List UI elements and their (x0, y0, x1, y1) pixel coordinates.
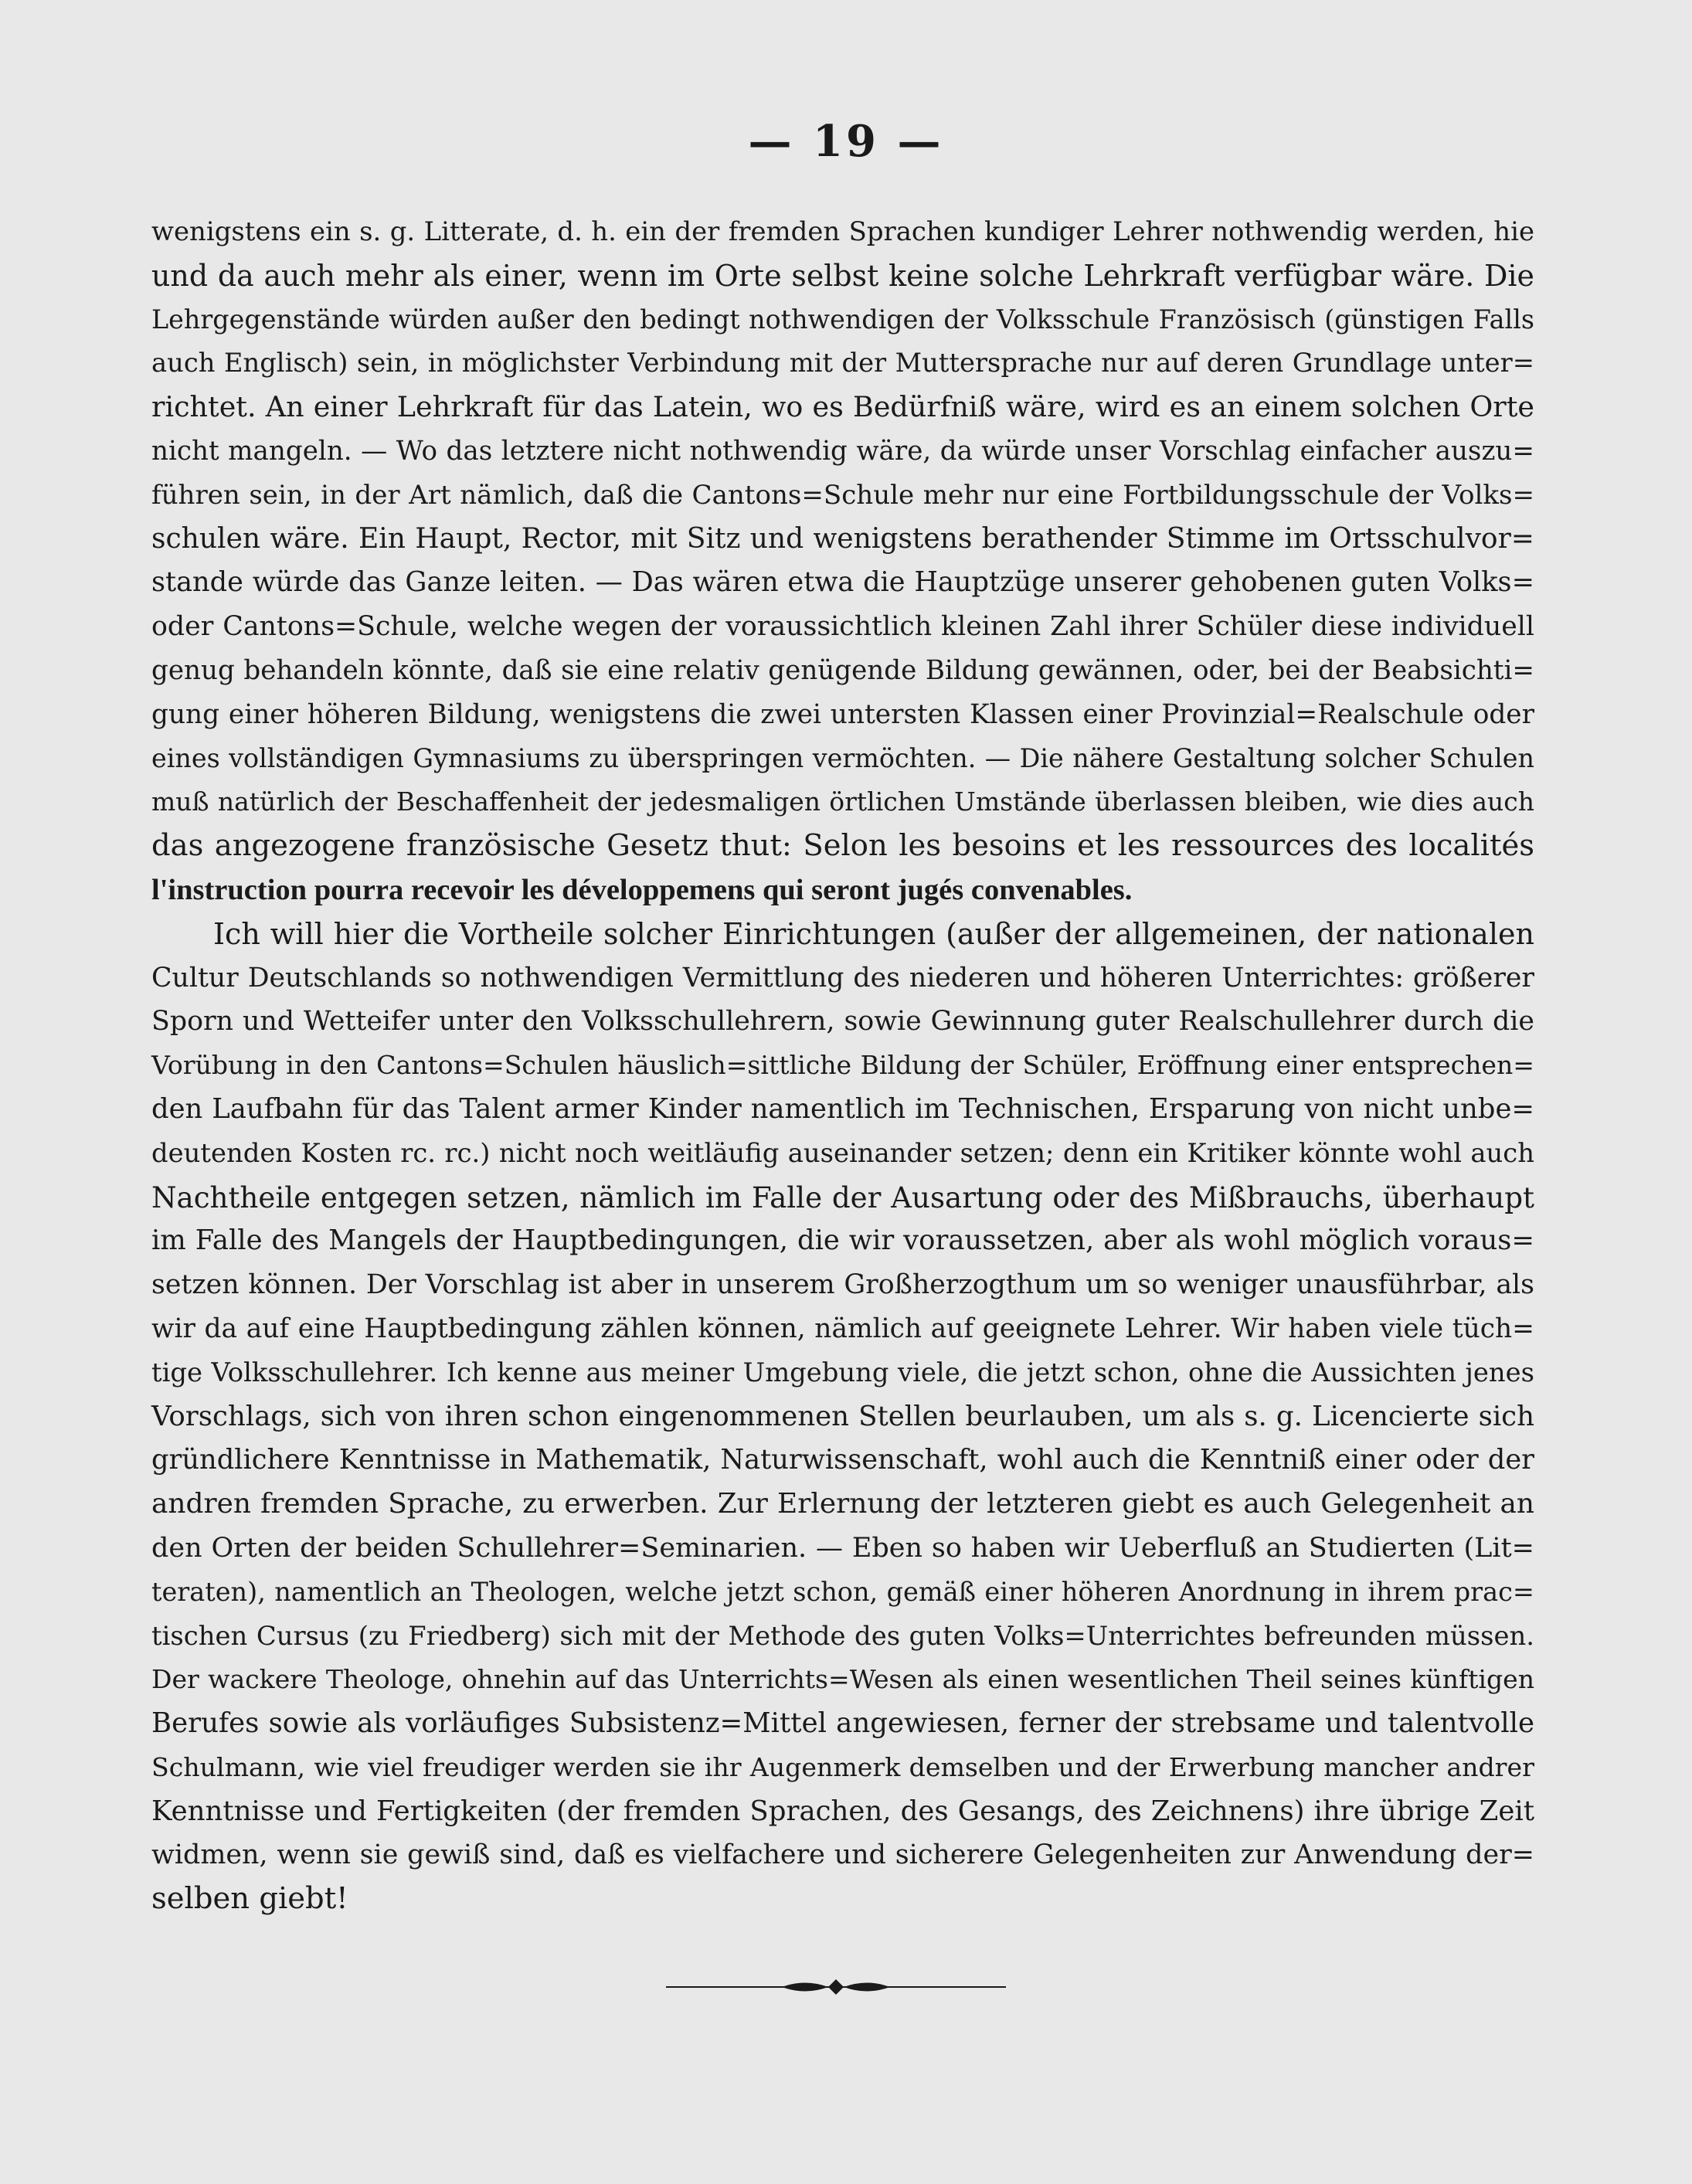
paragraph-2 (151, 912, 1534, 1921)
text-line: stande würde das Ganze leiten. — Das wären etwa die Hauptzüge unserer gehobenen guten Volks= (151, 566, 1534, 599)
text-line: Kenntnisse und Fertigkeiten (der fremden Sprachen, des Gesangs, des Zeichnens) ihre übrige Zeit (151, 1795, 1534, 1827)
text-line: Nachtheile entgegen setzen, nämlich im Falle der Ausartung oder des Mißbrauchs, überhaupt (151, 1180, 1534, 1214)
text-line: oder Cantons=Schule, welche wegen der voraussichtlich kleinen Zahl ihrer Schüler diese individuell (151, 611, 1534, 643)
text-line: führen sein, in der Art nämlich, daß die Cantons=Schule mehr nur eine Fortbildungsschule der Volks= (151, 479, 1534, 511)
text-line: richtet. An einer Lehrkraft für das Latein, wo es Bedürfniß wäre, wird es an einem solchen Orte (151, 390, 1534, 424)
text-line: setzen können. Der Vorschlag ist aber in unserem Großherzogthum um so weniger unausführbar, als (151, 1269, 1534, 1301)
paragraph-1 (151, 210, 1534, 912)
body-text (151, 210, 1534, 1921)
text-line: widmen, wenn sie gewiß sind, daß es vielfachere und sicherere Gelegenheiten zur Anwendung der= (151, 1839, 1534, 1871)
text-line: Lehrgegenstände würden außer den bedingt nothwendigen der Volksschule Französisch (günstigen Falls (151, 304, 1534, 335)
text-line: Vorübung in den Cantons=Schulen häuslich=sittliche Bildung der Schüler, Eröffnung einer entsprechen= (151, 1050, 1534, 1081)
text-line: gung einer höheren Bildung, wenigstens die zwei untersten Klassen einer Provinzial=Realschule oder (151, 698, 1534, 730)
text-line: das angezogene französische Gesetz thut: Selon les besoins et les ressources des localités (151, 828, 1534, 864)
text-line: tige Volksschullehrer. Ich kenne aus meiner Umgebung viele, die jetzt schon, ohne die Aussichten jenes (151, 1357, 1534, 1388)
text-line: nicht mangeln. — Wo das letztere nicht nothwendig wäre, da würde unser Vorschlag einfacher auszu= (151, 435, 1534, 467)
text-line: auch Englisch) sein, in möglichster Verbindung mit der Muttersprache nur auf deren Grundlage unter= (151, 348, 1534, 379)
text-line: wenigstens ein s. g. Litterate, d. h. ein der fremden Sprachen kundiger Lehrer nothwendig werden, hie (151, 216, 1534, 246)
text-line: tischen Cursus (zu Friedberg) sich mit der Methode des guten Volks=Unterrichtes befreunden müssen. (151, 1620, 1534, 1651)
text-line: muß natürlich der Beschaffenheit der jedesmaligen örtlichen Umstände überlassen bleiben, wie dies auch (151, 786, 1534, 817)
text-line: schulen wäre. Ein Haupt, Rector, mit Sitz und wenigstens berathender Stimme im Ortsschulvor= (151, 522, 1534, 555)
text-line: selben giebt! (151, 1881, 348, 1917)
text-line: Berufes sowie als vorläufiges Subsistenz=Mittel angewiesen, ferner der strebsame und talentvolle (151, 1707, 1534, 1740)
ornament-diamond (828, 1979, 844, 1995)
text-line: wir da auf eine Hauptbedingung zählen können, nämlich auf geeignete Lehrer. Wir haben viele tüch= (151, 1313, 1534, 1344)
text-line: im Falle des Mangels der Hauptbedingungen, die wir voraussetzen, aber als wohl möglich voraus= (151, 1224, 1534, 1257)
text-line: gründlichere Kenntnisse in Mathematik, Naturwissenschaft, wohl auch die Kenntniß einer oder der (151, 1444, 1534, 1476)
text-line: genug behandeln könnte, daß sie eine relativ genügende Bildung gewännen, oder, bei der Beabsichti= (151, 654, 1534, 686)
text-line: den Laufbahn für das Talent armer Kinder namentlich im Technischen, Ersparung von nicht unbe= (151, 1092, 1534, 1125)
ornament-right-leaf (844, 1983, 890, 1992)
text-line: Ich will hier die Vortheile solcher Einrichtungen (außer der allgemeinen, der nationalen (213, 916, 1534, 951)
ornament-left-leaf (782, 1983, 828, 1992)
text-line: Schulmann, wie viel freudiger werden sie ihr Augenmerk demselben und der Erwerbung mancher andrer (151, 1751, 1534, 1782)
text-line: Der wackere Theologe, ohnehin auf das Unterrichts=Wesen als einen wesentlichen Theil seines künftigen (151, 1664, 1534, 1695)
text-line: und da auch mehr als einer, wenn im Orte selbst keine solche Lehrkraft verfügbar wäre. Die (151, 258, 1534, 293)
page-number: — 19 — (748, 116, 944, 167)
text-line: Vorschlags, sich von ihren schon eingenommenen Stellen beurlauben, um als s. g. Licencierte sich (151, 1400, 1534, 1432)
text-line: andren fremden Sprache, zu erwerben. Zur Erlernung der letzteren giebt es auch Gelegenheit an (151, 1488, 1534, 1520)
text-line: Sporn und Wetteifer unter den Volksschullehrern, sowie Gewinnung guter Realschullehrer durch die (151, 1006, 1534, 1038)
french-quote-line: l'instruction pourra recevoir les développemens qui seront jugés convenables. (151, 873, 1133, 906)
text-line: den Orten der beiden Schullehrer=Seminarien. — Eben so haben wir Ueberfluß an Studierten (Lit= (151, 1532, 1534, 1564)
text-line: eines vollständigen Gymnasiums zu überspringen vermöchten. — Die nähere Gestaltung solcher Schulen (151, 742, 1534, 773)
text-line: Cultur Deutschlands so nothwendigen Vermittlung des niederen und höheren Unterrichtes: größerer (151, 962, 1534, 993)
end-ornament (666, 1975, 1006, 1999)
text-line: deutenden Kosten rc. rc.) nicht noch weitläufig auseinander setzen; denn ein Kritiker könnte wohl auch (151, 1137, 1534, 1168)
text-line: teraten), namentlich an Theologen, welche jetzt schon, gemäß einer höheren Anordnung in ihrem prac= (151, 1576, 1534, 1607)
